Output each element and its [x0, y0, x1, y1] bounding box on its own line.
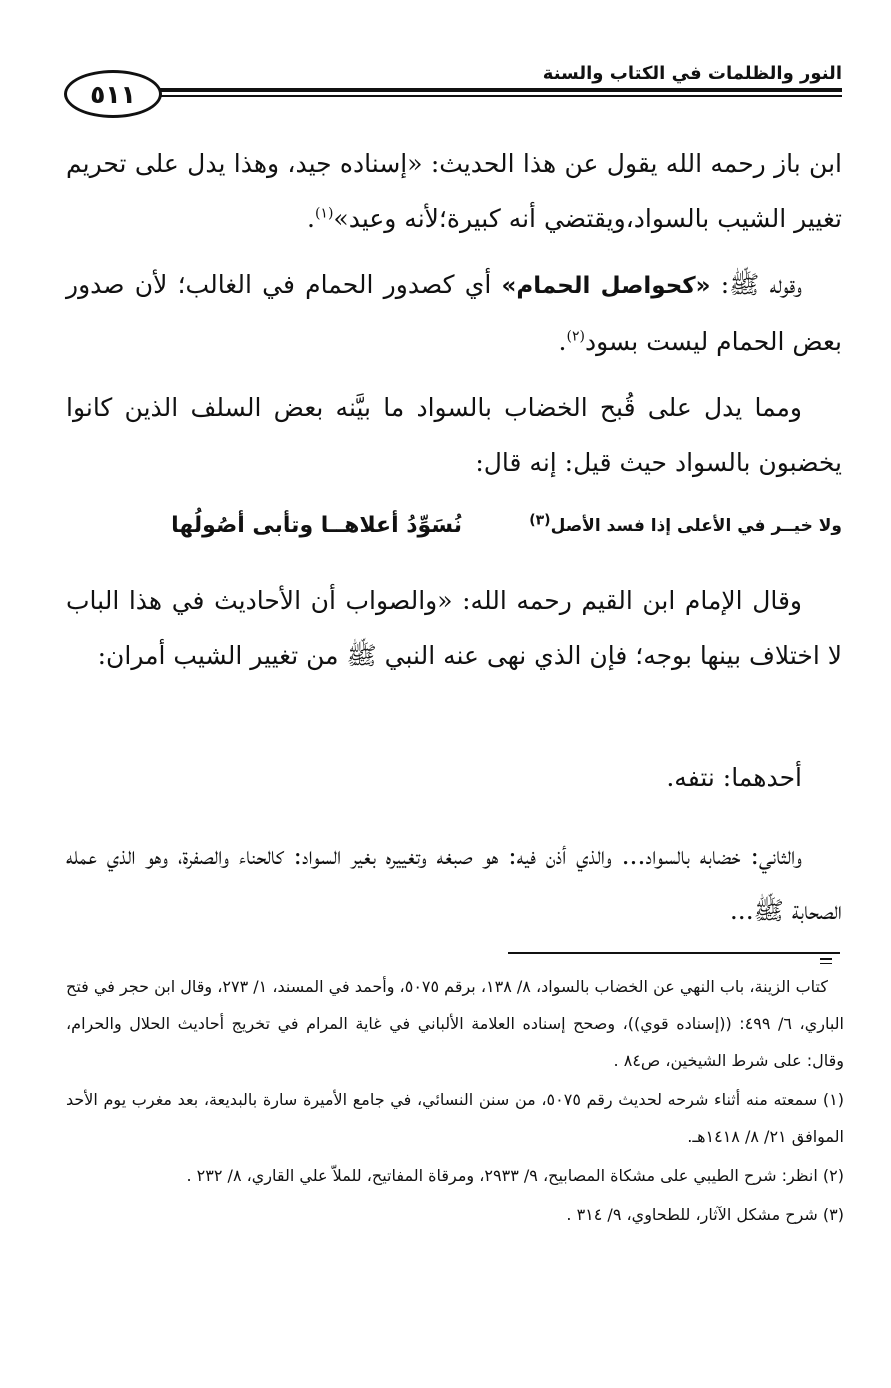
page-number-badge — [64, 70, 162, 118]
paragraph-4 — [66, 573, 842, 683]
poetry-verse — [66, 508, 842, 548]
paragraph-1 — [66, 136, 842, 246]
hadith-quote: «كحواصل الحمام» — [501, 273, 711, 299]
paragraph-2-start: وقوله ﷺ: — [710, 270, 802, 299]
paragraph-5 — [66, 750, 842, 805]
paragraph-6 — [66, 828, 842, 938]
paragraph-3 — [66, 380, 842, 490]
paragraph-2-rest: أي كصدور الحمام في الغالب؛ لأن صدور بعض الحمام ليست بسود — [66, 270, 842, 356]
paragraph-2-end: . — [558, 327, 567, 356]
footnote-ref-1: (١) — [314, 205, 334, 222]
footnote-2: (٢) انظر: شرح الطيبي على مشكاة المصابيح، ٩/ ٢٩٣٣، ومرقاة المفاتيح، للملاّ علي القاري، ٨/ ٢٣٢ . — [186, 1166, 844, 1185]
footnotes — [66, 968, 844, 1235]
footnote-continuation-mark — [820, 958, 832, 967]
verse-second-text: ولا خيــر في الأعلى إذا فسد الأصل — [550, 516, 842, 536]
paragraph-4-text: وقال الإمام ابن القيم رحمه الله: «والصواب أن الأحاديث في هذا الباب لا اختلاف بينها بوجه؛ فإن الذي نهى عنه النبي ﷺ من تغيير الشيب أمران: — [66, 586, 842, 670]
paragraph-2 — [66, 257, 842, 369]
page-header — [64, 62, 842, 126]
paragraph-1-end: . — [306, 204, 315, 233]
verse-first-hemistich: نُسَوِّدُ أعلاهــا وتأبى أصُولُها — [171, 513, 462, 538]
paragraph-6-text: والثاني: خضابه بالسواد... والذي أذن فيه: هو صبغه وتغييره بغير السواد: كالحناء والصفرة، وهو الذي عمله الصحابة ﷺ... — [66, 841, 842, 925]
header-rule-thick — [160, 88, 842, 92]
footnote-3: (٣) شرح مشكل الآثار، للطحاوي، ٩/ ٣١٤ . — [566, 1205, 844, 1224]
verse-second-hemistich — [529, 508, 842, 544]
paragraph-3-text: ومما يدل على قُبح الخضاب بالسواد ما بيَّنه بعض السلف الذين كانوا يخضبون بالسواد حيث قيل: إنه قال: — [66, 393, 842, 477]
footnote-separator — [508, 952, 840, 954]
page-number: ٥١١ — [90, 79, 136, 109]
paragraph-1-text: ابن باز رحمه الله يقول عن هذا الحديث: «إسناده جيد، وهذا يدل على تحريم تغيير الشيب بالسواد،ويقتضي أنه كبيرة؛لأنه وعيد» — [66, 149, 842, 233]
running-title: النور والظلمات في الكتاب والسنة — [533, 62, 842, 86]
footnote-ref-2: (٢) — [566, 328, 585, 345]
footnote-ref-3: (٣) — [529, 512, 551, 529]
header-rule-thin — [160, 95, 842, 97]
paragraph-5-text: أحدهما: نتفه. — [666, 763, 802, 792]
footnote-1: (١) سمعته منه أثناء شرحه لحديث رقم ٥٠٧٥، من سنن النسائي، في جامع الأميرة سارة بالبديعة، بعد مغرب يوم الأحد الموافق ٢١/ ٨/ ١٤١٨هـ. — [66, 1090, 845, 1146]
footnote-continued: كتاب الزينة، باب النهي عن الخضاب بالسواد، ٨/ ١٣٨، برقم ٥٠٧٥، وأحمد في المسند، ١/ ٢٧٣، وقال ابن حجر في فتح الباري، ٦/ ٤٩٩: ((إسناده قوي))، وصحح إسناده العلامة الألباني في غاية المرام في تخريج أحاديث الحلال والحرام، وقال: على شرط الشيخين، ص٨٤ . — [66, 977, 844, 1070]
